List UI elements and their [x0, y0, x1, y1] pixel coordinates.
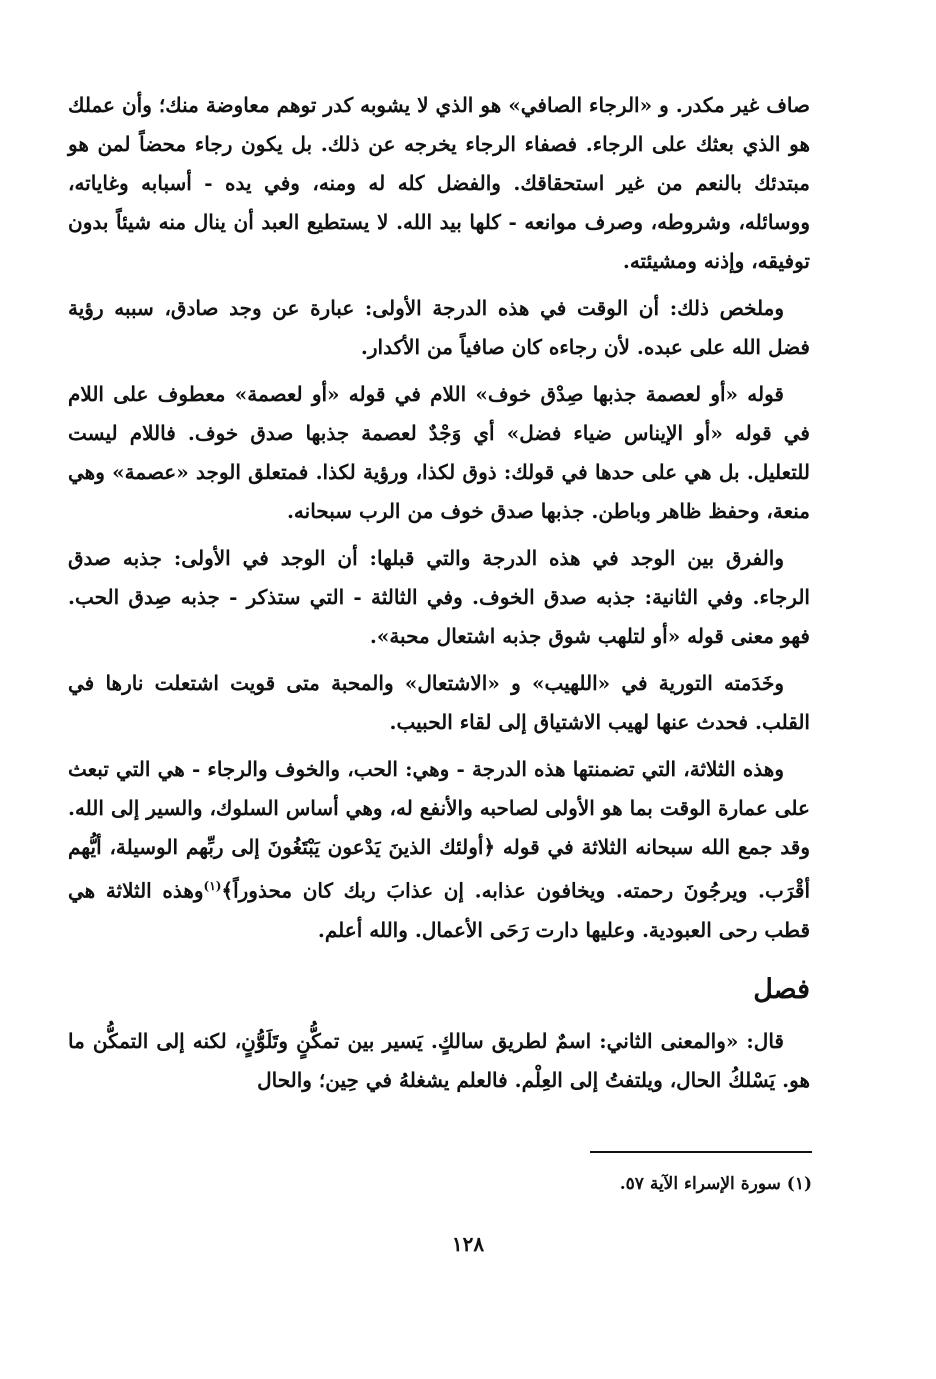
body-text — [68, 86, 810, 1108]
paragraph-6-tail: وهذه الثلاثة هي قطب رحى العبودية. وعليها دارت رَحَى الأعمال. والله أعلم. — [68, 878, 810, 942]
paragraph-3: قوله «أو لعصمة جذبها صِدْق خوف» اللام في قوله «أو لعصمة» معطوف على اللام في قوله «أو الإيناس ضياء فضل» أي وَجْدٌ لعصمة جذبها صدق خوف. فاللام ليست للتعليل. بل هي على حدها في قولك: ذوق لكذا، ورؤية لكذا. فمتعلق الوجد «عصمة» وهي منعة، وحفظ ظاهر وباطن. جذبها صدق خوف من الرب سبحانه. — [68, 382, 810, 523]
paragraph-5: وخَدَمته التورية في «اللهيب» و «الاشتعال» والمحبة متى قويت اشتعلت نارها في القلب. فحدث عنها لهيب الاشتياق إلى لقاء الحبيب. — [68, 671, 810, 734]
paragraph-7: قال: «والمعنى الثاني: اسمٌ لطريق سالكٍ. يَسير بين تمكُّنٍ وتَلَوُّنٍ، لكنه إلى التمكُّن ما هو. يَسْلكُ الحال، ويلتفتُ إلى العِلْم. فالعلم يشغلهُ في حِين؛ والحال — [68, 1028, 810, 1092]
section-heading: فصل — [753, 973, 810, 1005]
footnote-divider — [590, 1151, 812, 1153]
paragraph-6-text: وهذه الثلاثة، التي تضمنتها هذه الدرجة - وهي: الحب، والخوف والرجاء - هي التي تبعث على عمارة الوقت بما هو الأولى لصاحبه والأنفع له، وهي أساس السلوك، والسير إلى الله. وقد جمع الله سبحانه الثلاثة في قوله ﴿أولئك الذينَ يَدْعون يَبْتَغُونَ إلى ربِّهم الوسيلة، أيُّهم أقْرَب. ويرجُونَ رحمته. ويخافون عذابه. إن عذابَ ربك كان محذوراً﴾ — [68, 757, 811, 903]
paragraph-2: وملخص ذلك: أن الوقت في هذه الدرجة الأولى: عبارة عن وجد صادق، سببه رؤية فضل الله على عبده. لأن رجاءه كان صافياً من الأكدار. — [68, 296, 810, 359]
footnote-marker: (١) — [203, 879, 222, 893]
paragraph-6 — [68, 750, 810, 950]
page-number: ١٢٨ — [451, 1232, 485, 1256]
paragraph-4: والفرق بين الوجد في هذه الدرجة والتي قبلها: أن الوجد في الأولى: جذبه صدق الرجاء. وفي الثانية: جذبه صدق الخوف. وفي الثالثة - التي ستذكر - جذبه صِدق الحب. فهو معنى قوله «أو لتلهب شوق جذبه اشتعال محبة». — [68, 546, 810, 648]
footnote: (١) سورة الإسراء الآية ٥٧. — [619, 1174, 812, 1194]
paragraph-1: صاف غير مكدر. و «الرجاء الصافي» هو الذي لا يشوبه كدر توهم معاوضة منك؛ وأن عملك هو الذي بعثك على الرجاء. فصفاء الرجاء يخرجه عن ذلك. بل يكون رجاء محضاً لمن هو مبتدئك بالنعم من غير استحقاقك. والفضل كله له ومنه، وفي يده - أسبابه وغاياته، ووسائله، وشروطه، وصرف موانعه - كلها بيد الله. لا يستطيع العبد أن ينال منه شيئاً بدون توفيقه، وإذنه ومشيئته. — [68, 93, 811, 273]
